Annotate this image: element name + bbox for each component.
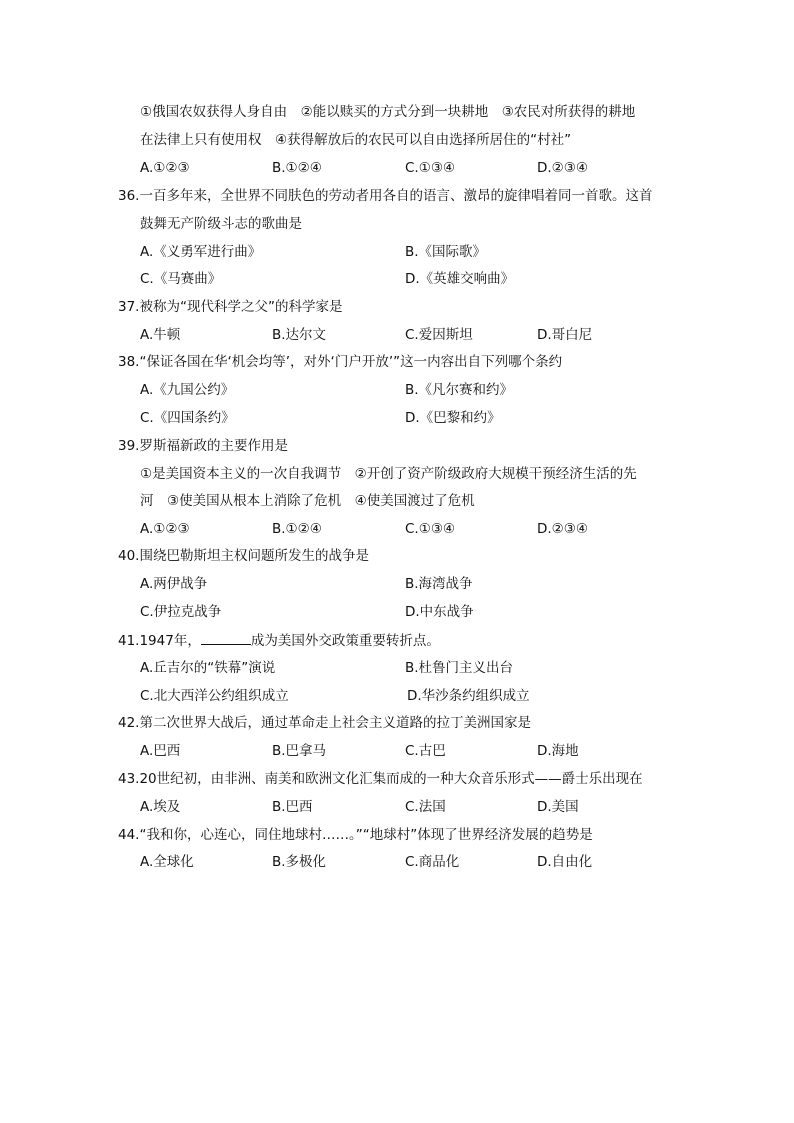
q37-option-c: C.爱因斯坦 — [405, 327, 473, 343]
q35-option-b: B.①②④ — [272, 160, 322, 176]
q40-option-c: C.伊拉克战争 — [140, 604, 222, 620]
q36-stem-line-2: 鼓舞无产阶级斗志的歌曲是 — [140, 216, 302, 232]
q41-option-d: D.华沙条约组织成立 — [407, 688, 530, 704]
q40-stem: 40.围绕巴勒斯坦主权问题所发生的战争是 — [118, 548, 369, 564]
q36-option-d: D.《英雄交响曲》 — [405, 271, 515, 287]
q44-option-d: D.自由化 — [537, 854, 593, 870]
q44-option-a: A.全球化 — [140, 854, 194, 870]
q37-option-a: A.牛顿 — [140, 327, 181, 343]
q39-option-c: C.①③④ — [405, 521, 456, 537]
q38-option-a: A.《九国公约》 — [140, 382, 235, 398]
q35-statement-line-1: ①俄国农奴获得人身自由 ②能以赎买的方式分到一块耕地 ③农民对所获得的耕地 — [140, 104, 636, 120]
q36-option-c: C.《马赛曲》 — [140, 271, 222, 287]
q40-option-d: D.中东战争 — [405, 604, 474, 620]
q41-answer-blank — [201, 630, 251, 645]
q37-stem: 37.被称为“现代科学之父”的科学家是 — [118, 299, 343, 315]
q39-option-b: B.①②④ — [272, 521, 322, 537]
q39-option-a: A.①②③ — [140, 521, 190, 537]
q42-option-b: B.巴拿马 — [272, 743, 327, 759]
q38-option-b: B.《凡尔赛和约》 — [405, 382, 514, 398]
q35-option-c: C.①③④ — [405, 160, 456, 176]
q44-stem: 44.“我和你，心连心，同住地球村……。”“地球村”体现了世界经济发展的趋势是 — [118, 827, 593, 843]
q42-stem: 42.第二次世界大战后，通过革命走上社会主义道路的拉丁美洲国家是 — [118, 715, 531, 731]
q36-option-a: A.《义勇军进行曲》 — [140, 244, 262, 260]
q43-stem: 43.20世纪初，由非洲、南美和欧洲文化汇集而成的一种大众音乐形式——爵士乐出现在 — [118, 771, 643, 787]
q42-option-c: C.古巴 — [405, 743, 446, 759]
q44-option-b: B.多极化 — [272, 854, 327, 870]
q35-option-a: A.①②③ — [140, 160, 190, 176]
q39-stem: 39.罗斯福新政的主要作用是 — [118, 438, 288, 454]
q39-statement-line-1: ①是美国资本主义的一次自我调节 ②开创了资产阶级政府大规模干预经济生活的先 — [140, 466, 637, 482]
q39-statement-line-2: 河 ③使美国从根本上消除了危机 ④使美国渡过了危机 — [140, 493, 475, 509]
q43-option-c: C.法国 — [405, 799, 446, 815]
q38-stem: 38.“保证各国在华‘机会均等’，对外‘门户开放’”这一内容出自下列哪个条约 — [118, 354, 563, 370]
q41-stem — [118, 630, 440, 650]
q36-option-b: B.《国际歌》 — [405, 244, 487, 260]
q40-option-a: A.两伊战争 — [140, 576, 208, 592]
q39-option-d: D.②③④ — [537, 521, 588, 537]
q38-option-c: C.《四国条约》 — [140, 410, 235, 426]
q43-option-a: A.埃及 — [140, 799, 181, 815]
q37-option-d: D.哥白尼 — [537, 327, 593, 343]
q43-option-d: D.美国 — [537, 799, 579, 815]
q35-option-d: D.②③④ — [537, 160, 588, 176]
q41-option-c: C.北大西洋公约组织成立 — [140, 688, 289, 704]
q42-option-d: D.海地 — [537, 743, 579, 759]
q42-option-a: A.巴西 — [140, 743, 181, 759]
q41-stem-suffix: 成为美国外交政策重要转折点。 — [250, 633, 440, 649]
q41-option-a: A.丘吉尔的“铁幕”演说 — [140, 660, 276, 676]
q40-option-b: B.海湾战争 — [405, 576, 473, 592]
q43-option-b: B.巴西 — [272, 799, 313, 815]
q36-stem-line-1: 36.一百多年来，全世界不同肤色的劳动者用各自的语言、激昂的旋律唱着同一首歌。这首 — [118, 188, 653, 204]
q37-option-b: B.达尔文 — [272, 327, 327, 343]
q38-option-d: D.《巴黎和约》 — [405, 410, 501, 426]
q35-statement-line-2: 在法律上只有使用权 ④获得解放后的农民可以自由选择所居住的“村社” — [140, 132, 572, 148]
q41-stem-prefix: 41.1947年， — [118, 633, 201, 649]
q44-option-c: C.商品化 — [405, 854, 460, 870]
q41-option-b: B.杜鲁门主义出台 — [405, 660, 514, 676]
